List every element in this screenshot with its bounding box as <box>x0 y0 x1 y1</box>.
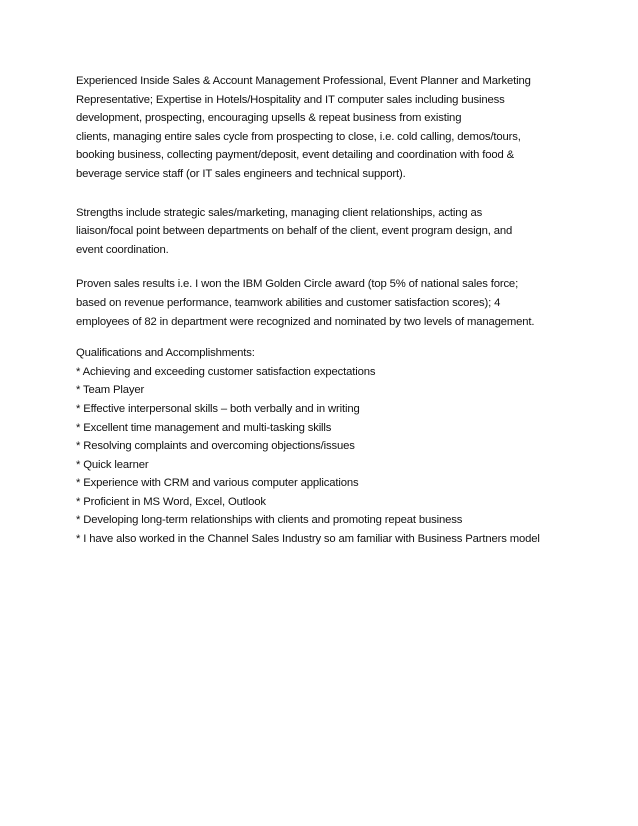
spacer <box>76 259 576 275</box>
strengths-line: liaison/focal point between departments on behalf of the client, event program design, and <box>76 225 513 238</box>
strengths-line: Strengths include strategic sales/marketing, managing client relationships, acting as <box>76 206 483 219</box>
spacer <box>76 184 576 204</box>
qualification-item: * Developing long-term relationships with clients and promoting repeat business <box>76 514 463 527</box>
qualification-item: * I have also worked in the Channel Sales Industry so am familiar with Business Partners model <box>76 533 540 546</box>
results-line: based on revenue performance, teamwork abilities and customer satisfaction scores); 4 <box>76 296 501 309</box>
summary-line: clients, managing entire sales cycle from prospecting to close, i.e. cold calling, demos/tours, <box>76 130 521 143</box>
results-line: Proven sales results i.e. I won the IBM Golden Circle award (top 5% of national sales force; <box>76 278 519 291</box>
summary-line: Experienced Inside Sales & Account Management Professional, Event Planner and Marketing <box>76 75 531 87</box>
qualifications-heading: Qualifications and Accomplishments: <box>76 347 255 360</box>
spacer <box>76 331 576 344</box>
qualification-item: * Team Player <box>76 384 145 397</box>
results-line: employees of 82 in department were recognized and nominated by two levels of management. <box>76 315 535 328</box>
qualification-item: * Effective interpersonal skills – both verbally and in writing <box>76 402 360 415</box>
summary-line: booking business, collecting payment/deposit, event detailing and coordination with food & <box>76 149 515 162</box>
summary-paragraph <box>76 72 576 184</box>
qualification-item: * Resolving complaints and overcoming objections/issues <box>76 440 355 453</box>
strengths-line: event coordination. <box>76 243 169 256</box>
qualification-item: * Proficient in MS Word, Excel, Outlook <box>76 495 266 508</box>
summary-line: development, prospecting, encouraging upsells & repeat business from existing <box>76 112 462 125</box>
results-paragraph <box>76 275 576 331</box>
qualification-item: * Experience with CRM and various computer applications <box>76 477 359 490</box>
qualification-item: * Quick learner <box>76 458 149 471</box>
resume-page <box>76 72 576 549</box>
qualifications-section <box>76 344 576 549</box>
qualification-item: * Achieving and exceeding customer satisfaction expectations <box>76 365 376 378</box>
strengths-paragraph <box>76 204 576 260</box>
summary-line: beverage service staff (or IT sales engineers and technical support). <box>76 167 406 180</box>
qualification-item: * Excellent time management and multi-tasking skills <box>76 421 332 434</box>
summary-line: Representative; Expertise in Hotels/Hospitality and IT computer sales including business <box>76 93 505 106</box>
